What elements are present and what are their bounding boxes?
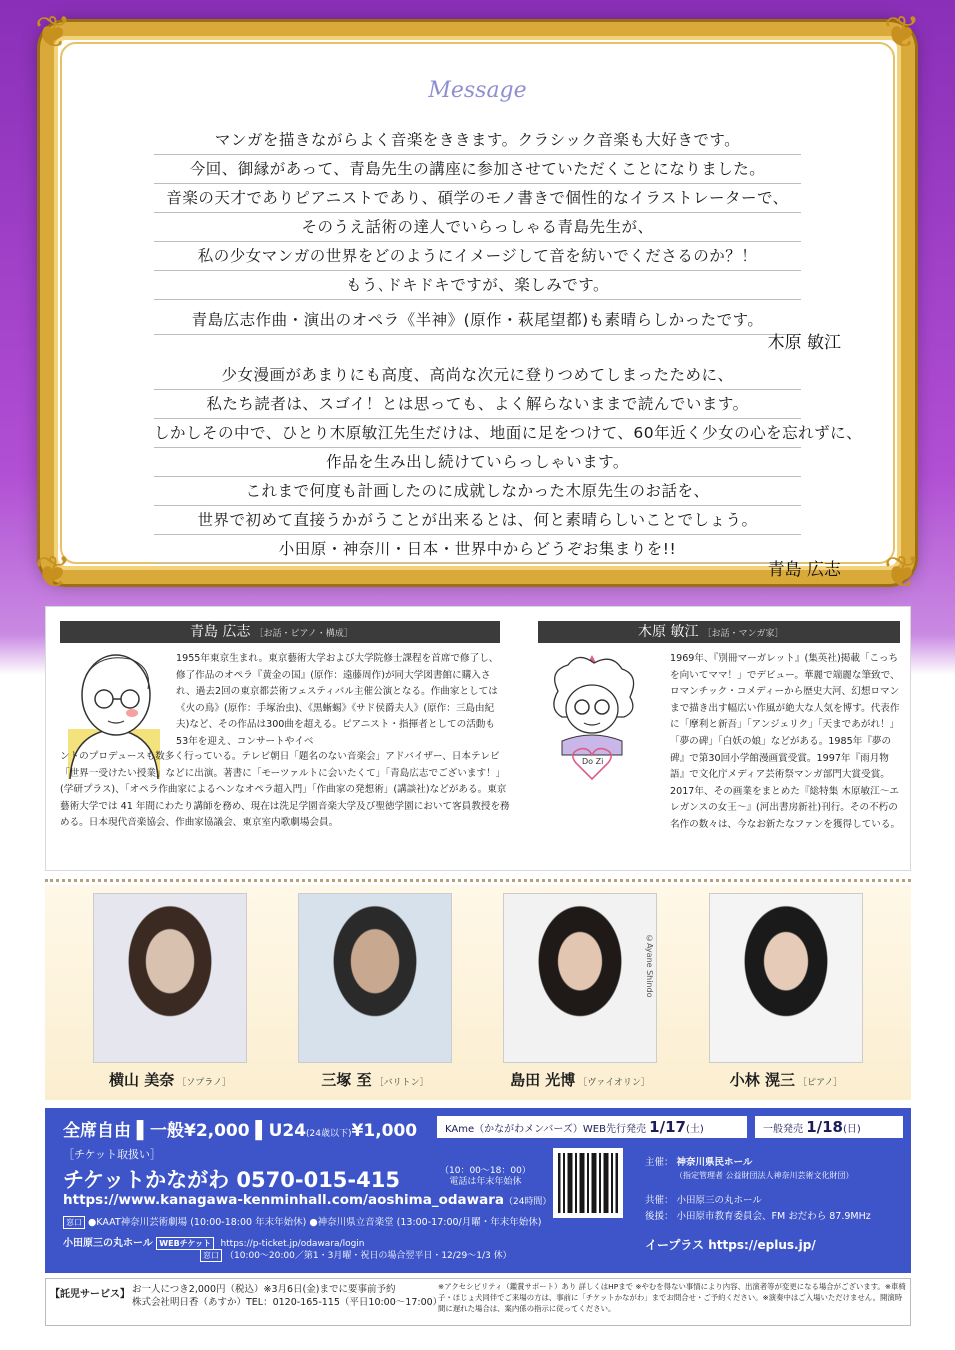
ticket-window: 窓口 ●KAAT神奈川芸術劇場 (10:00-18:00 年末年始休) ●神奈川県立音楽堂 (13:00-17:00/月曜・年末年始休) xyxy=(63,1214,541,1229)
performer-card xyxy=(93,893,247,1090)
kihara-self-portrait xyxy=(538,651,646,783)
ornament-icon: ❦ xyxy=(883,547,921,598)
performer-photo xyxy=(709,893,863,1063)
message-line: 今回、御縁があって、青島先生の講座に参加させていただくことになりました。 xyxy=(154,155,801,184)
signature-kihara: 木原 敏江 xyxy=(767,333,841,353)
profile-aoshima xyxy=(60,621,510,829)
message-line: そのうえ話術の達人でいらっしゃる青島先生が、 xyxy=(154,213,801,242)
ornament-icon: ❦ xyxy=(34,7,72,58)
web-presale: KAme（かながわメンバーズ）WEB先行発売 1/17(土) xyxy=(437,1116,747,1138)
message-line: 世界で初めて直接うかがうことが出来るとは、何と素晴らしいことでしょう。 xyxy=(154,506,801,535)
notes: ※アクセシビリティ（鑑賞サポート）あり 詳しくはHPまで ※やむを得ない事情により内容、出演者等が変更になる場合がございます。※車椅子・ほじょ犬同伴でご来場の方は、事前に「チケットかながわ」までお問合せ・ご予約ください。※演奏中はご入場いただけません。開演時間に遅れた場合は、案内係の指示に従ってください。 xyxy=(438,1282,906,1313)
ticket-url[interactable]: https://www.kanagawa-kenminhall.com/aoshima_odawara（24時間） xyxy=(63,1192,552,1208)
performer-name-row xyxy=(298,1069,452,1090)
profile-section xyxy=(45,606,911,871)
profile-name: 青島 広志 xyxy=(190,624,251,640)
message-line: これまで何度も計画したのに成就しなかった木原先生のお話を、 xyxy=(154,477,801,506)
message-line: 小田原・神奈川・日本・世界中からどうぞお集まりを!! xyxy=(154,535,801,564)
performer-part: ［ピアノ］ xyxy=(797,1078,843,1088)
ticket-hours: （10：00〜18：00） 電話は年末年始休 xyxy=(440,1166,531,1187)
profile-bio: 1969年、『別冊マーガレット』(集英社)掲載「こっちを向いてママ！」でデビュー。華麗で端麗な筆致で、ロマンチック・コメディーから歴史大河、幻想ロマンまで描き出す幅広い作風が絶大な人気を博す。代表作に「摩利と新吾」「アンジェリク」「天まであがれ！」「夢の碑」「白妖の娘」などがある。1985年『夢の碑』で第30回小学館漫画賞受賞。1997年『雨月物語』で文化庁メディア芸術祭マンガ部門大賞受賞。2017年、その画業をまとめた『総特集 木原敏江〜エレガンスの女王〜』(河出書房新社)刊行。その不朽の名作の数々は、今なお新たなファンを獲得している。 xyxy=(670,653,901,830)
organizer-note: （指定管理者 公益財団法人神奈川芸術文化財団） xyxy=(675,1171,854,1180)
artist-signature: Do Zi xyxy=(582,757,604,766)
message-line: 私たち読者は、スゴイ！とは思っても、よく解らないままで読んでいます。 xyxy=(154,390,801,419)
profile-kihara xyxy=(538,621,901,830)
message-frame xyxy=(34,7,921,598)
performer-name-row xyxy=(709,1069,863,1090)
performer-card xyxy=(503,893,657,1090)
performers-section xyxy=(45,885,911,1100)
performer-name: 三塚 至 xyxy=(321,1071,372,1089)
performer-card xyxy=(709,893,863,1090)
performer-name: 横山 美奈 xyxy=(109,1071,175,1089)
performer-name: 島田 光博 xyxy=(510,1071,576,1089)
profile-bio-continued: ントのプロデュースも数多く行っている。テレビ朝日「題名のない音楽会」アドバイザー、日本テレビ「世界一受けたい授業」などに出演。著書に「モーツァルトに会いたくて」「青島広志でございます！」(学研プラス)、「オペラ作曲家によるヘンなオペラ超入門」「作曲家の発想術」(講談社)などがある。東京藝術大学では 41 年間にわたり講師を務め、現在は洗足学園音楽大学及び聖徳学園において客員教授を務める。日本現代音楽協会、作曲家協議会、東京室内歌劇場会員。 xyxy=(60,751,510,829)
ticket-info xyxy=(45,1108,911,1273)
message-title: Message xyxy=(428,78,527,103)
ornament-icon: ❦ xyxy=(34,547,72,598)
footer-notes xyxy=(45,1278,911,1326)
general-sale: 一般発売 1/18(日) xyxy=(755,1116,903,1138)
message-lines xyxy=(154,126,863,564)
qr-code-icon[interactable] xyxy=(553,1148,623,1218)
performer-part: ［バリトン］ xyxy=(374,1078,429,1088)
ornament-icon: ❦ xyxy=(883,7,921,58)
performer-part: ［ソプラノ］ xyxy=(177,1078,231,1088)
performer-name-row xyxy=(503,1069,657,1090)
message-line: もう､ドキドキですが、楽しみです。 xyxy=(154,271,801,300)
price-line: 全席自由 ▌一般¥2,000 ▌U24(24歳以下)¥1,000 xyxy=(63,1121,418,1141)
childcare-tag: 【託児サービス】 xyxy=(50,1289,130,1300)
divider xyxy=(45,879,911,882)
odawara-ticket: 小田原三の丸ホール WEBチケット https://p-ticket.jp/odawara/login xyxy=(63,1238,365,1249)
support: 後援： 小田原市教育委員会、FM おだわら 87.9MHz xyxy=(645,1211,871,1222)
odawara-window: 窓口 （10:00〜20:00／第1・3月曜・祝日の場合翌平日・12/29〜1/3 休） xyxy=(200,1248,512,1262)
performer-part: ［ヴァイオリン］ xyxy=(578,1078,650,1088)
childcare-text: お一人につき2,000円（税込）※3月6日(金)までに要事前予約 株式会社明日香（あすか）TEL：0120-165-115（平日10:00〜17:00） xyxy=(132,1284,443,1308)
performer-name: 小林 滉三 xyxy=(729,1071,795,1089)
performer-card xyxy=(298,893,452,1090)
photo-credit: ©Ayane Shindo xyxy=(645,934,654,998)
performer-photo xyxy=(93,893,247,1063)
message-line: 青島広志作曲・演出のオペラ《半神》(原作・萩尾望都)も素晴らしかったです。 xyxy=(154,306,801,335)
ticket-label: ［チケット取扱い］ xyxy=(63,1148,162,1161)
message-line: 作品を生み出し続けていらっしゃいます。 xyxy=(154,448,801,477)
message-line: マンガを描きながらよく音楽をききます。クラシック音楽も大好きです。 xyxy=(154,126,801,155)
profile-name: 木原 敏江 xyxy=(638,624,699,640)
profile-heading xyxy=(538,621,900,643)
message-line: 音楽の天才でありピアニストであり、碩学のモノ書きで個性的なイラストレーターで、 xyxy=(154,184,801,213)
message-line: 私の少女マンガの世界をどのようにイメージして音を紡いでくださるのか？！ xyxy=(154,242,801,271)
profile-heading xyxy=(60,621,500,643)
performer-photo xyxy=(503,893,657,1063)
profile-role: ［お話・ピアノ・構成］ xyxy=(254,629,353,639)
eplus-link[interactable]: イープラス https://eplus.jp/ xyxy=(645,1238,816,1252)
profile-role: ［お話・マンガ家］ xyxy=(702,629,784,639)
co-organizer: 共催： 小田原三の丸ホール xyxy=(645,1195,762,1206)
message-line: 少女漫画があまりにも高度、高尚な次元に登りつめてしまったために、 xyxy=(154,361,801,390)
profile-bio: 1955年東京生まれ。東京藝術大学および大学院修士課程を首席で修了し、修了作品のオペラ『黄金の国』(原作：遠藤周作)が同大学図書館に購入され、過去2回の東京都芸術フェスティバル主催公演となる。作曲家としては《火の鳥》(原作：手塚治虫)、《黒蜥蜴》《サド侯爵夫人》(原作：三島由紀夫)など、その作品は300曲を超える。ピアニスト・指揮者としての活動も53年を迎え、コンサートやイベ xyxy=(176,653,499,747)
performer-name-row xyxy=(93,1069,247,1090)
performer-photo xyxy=(298,893,452,1063)
organizer: 主催： 神奈川県民ホール xyxy=(645,1157,753,1168)
message-line: しかしその中で、ひとり木原敏江先生だけは、地面に足をつけて、60年近く少女の心を忘れずに、 xyxy=(154,419,801,448)
ticket-phone[interactable]: チケットかながわ 0570-015-415 xyxy=(63,1168,400,1192)
signature-aoshima: 青島 広志 xyxy=(767,560,841,580)
